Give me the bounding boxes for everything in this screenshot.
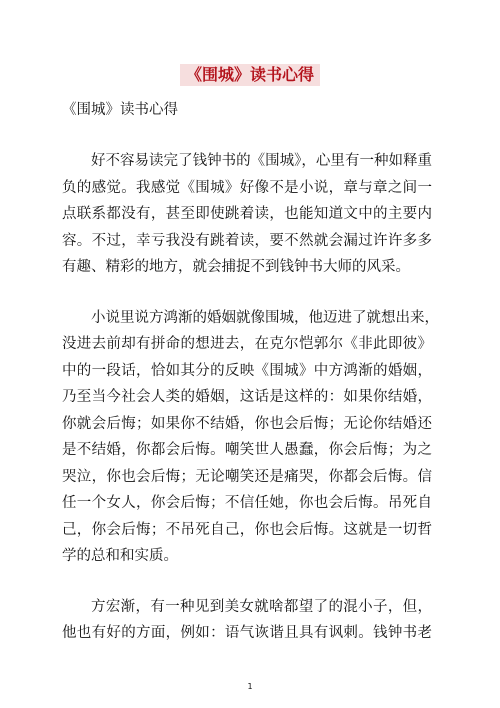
document-subtitle: 《围城》读书心得: [62, 102, 178, 118]
paragraph-2: [62, 305, 439, 570]
paragraph-line: 是不结婚，你都会后悔。嘲笑世人愚蠢，你会后悔；为之: [62, 442, 432, 458]
document-title: 《围城》读书心得: [180, 64, 320, 86]
paragraph-line: 己，你会后悔；不吊死自己，你也会后悔。这就是一切哲: [62, 521, 432, 538]
paragraph-line: 你就会后悔；如果你不结婚，你也会后悔；无论你结婚还: [62, 415, 432, 432]
paragraph-line: 乃至当今社会人类的婚姻，这话是这样的：如果你结婚，: [62, 389, 432, 405]
paragraph-line: 任一个女人，你会后悔；不信任她，你也会后悔。吊死自: [62, 495, 432, 511]
paragraph-line: 有趣、精彩的地方，就会捕捉不到钱钟书大师的风采。: [62, 259, 410, 275]
paragraph-1: [62, 148, 432, 281]
title-container: [0, 64, 500, 86]
paragraph-line: 负的感觉。我感觉《围城》好像不是小说，章与章之间一: [62, 179, 432, 196]
paragraph-line: 中的一段话，恰如其分的反映《围城》中方鸿渐的婚姻，: [62, 362, 432, 379]
paragraph-line: 学的总和和实质。: [62, 548, 178, 564]
paragraph-line: 点联系都没有，甚至即使跳着读，也能知道文中的主要内: [62, 206, 432, 222]
paragraph-line: 好不容易读完了钱钟书的《围城》，心里有一种如释重: [91, 153, 432, 169]
paragraph-3: [62, 594, 432, 647]
document-body: [62, 148, 439, 671]
paragraph-line: 没进去前却有拼命的想进去，在克尔恺郭尔《非此即彼》: [62, 336, 432, 352]
paragraph-line: 容。不过，幸亏我没有跳着读，要不然就会漏过许许多多: [62, 232, 432, 249]
paragraph-line: 他也有好的方面，例如：语气诙谐且具有讽刺。钱钟书老: [62, 625, 432, 641]
paragraph-line: 小说里说方鸿渐的婚姻就像围城，他迈进了就想出来，: [91, 309, 439, 326]
paragraph-line: 哭泣，你也会后悔；无论嘲笑还是痛哭，你都会后悔。信: [62, 468, 432, 485]
page-number: 1: [247, 682, 253, 691]
paragraph-line: 方宏渐，有一种见到美女就啥都望了的混小子，但，: [91, 598, 432, 615]
